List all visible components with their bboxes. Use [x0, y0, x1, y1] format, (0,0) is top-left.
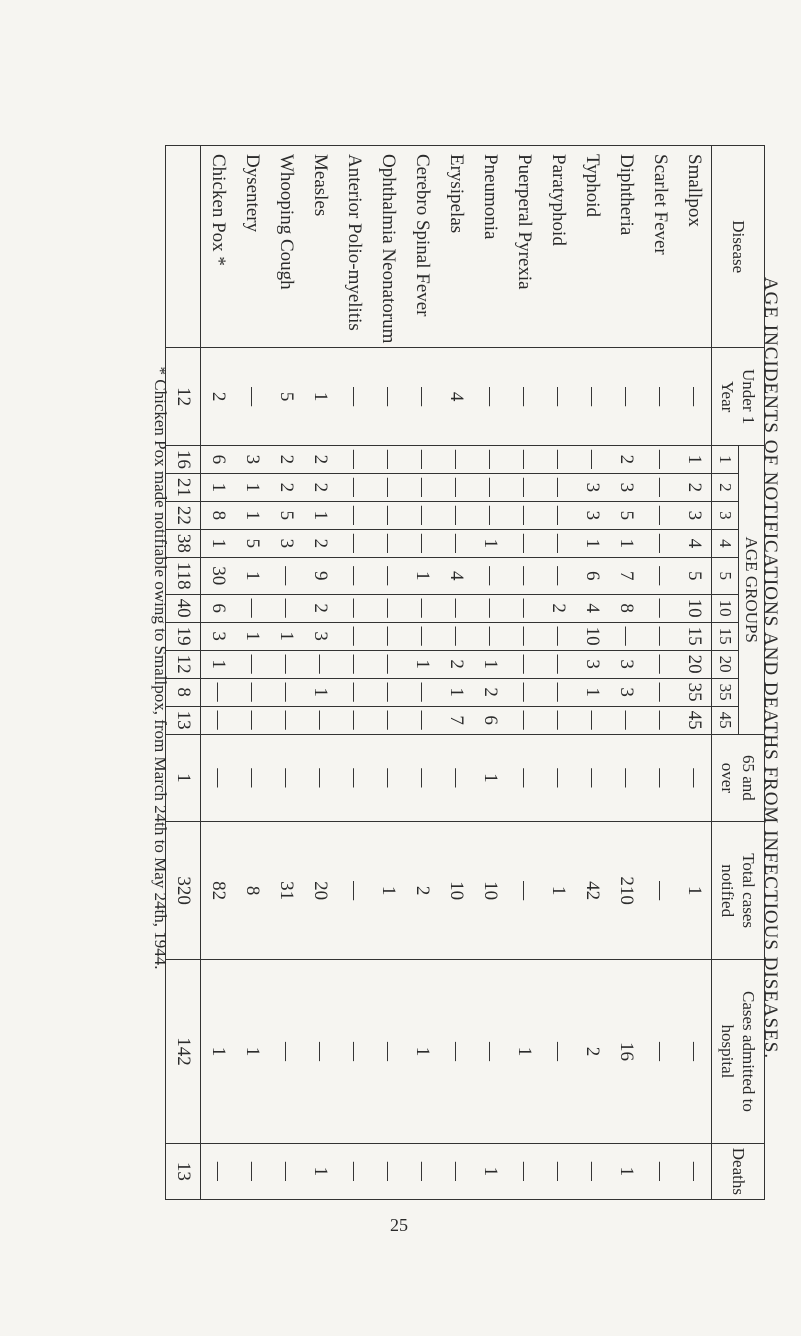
table-cell: 1: [473, 650, 507, 678]
table-cell: —: [405, 348, 439, 445]
table-cell: —: [337, 348, 371, 445]
table-cell: —: [507, 445, 541, 473]
table-cell: 1: [371, 822, 405, 960]
table-cell: 1: [269, 622, 303, 650]
table-cell: 1: [201, 473, 236, 501]
table-cell: —: [473, 622, 507, 650]
table-cell: —: [439, 622, 473, 650]
table-cell: —: [575, 445, 609, 473]
table-cell: —: [371, 622, 405, 650]
table-cell: —: [337, 473, 371, 501]
disease-name: Paratyphoid: [541, 146, 575, 348]
table-cell: —: [439, 529, 473, 557]
table-cell: —: [541, 1143, 575, 1199]
table-cell: 3: [575, 650, 609, 678]
table-cell: —: [337, 622, 371, 650]
table-cell: 9: [303, 557, 337, 594]
table-cell: —: [235, 348, 269, 445]
table-cell: —: [337, 1143, 371, 1199]
table-row: [507, 146, 541, 1200]
table-cell: —: [269, 960, 303, 1144]
table-cell: —: [201, 734, 236, 821]
table-cell: —: [541, 445, 575, 473]
table-row: [677, 146, 712, 1200]
disease-name: Smallpox: [677, 146, 712, 348]
table-cell: 1: [609, 1143, 643, 1199]
table-row: [201, 146, 236, 1200]
header-age-4: 4: [712, 529, 738, 557]
header-disease: Disease: [712, 146, 765, 348]
table-cell: —: [439, 1143, 473, 1199]
table-cell: —: [269, 594, 303, 622]
disease-name: Cerebro Spinal Fever: [405, 146, 439, 348]
disease-name: Typhoid: [575, 146, 609, 348]
table-cell: 20: [303, 822, 337, 960]
table-cell: 15: [677, 622, 712, 650]
table-cell: —: [371, 473, 405, 501]
table-cell: —: [405, 445, 439, 473]
table-cell: —: [473, 348, 507, 445]
table-cell: 20: [677, 650, 712, 678]
table-cell: —: [677, 348, 712, 445]
table-cell: 35: [677, 678, 712, 706]
table-row: [337, 146, 371, 1200]
disease-name: Anterior Polio-myelitis: [337, 146, 371, 348]
table-cell: 1: [609, 529, 643, 557]
table-cell: —: [405, 529, 439, 557]
table-cell: —: [201, 678, 236, 706]
table-cell: —: [235, 650, 269, 678]
table-cell: —: [507, 650, 541, 678]
table-cell: 2: [303, 445, 337, 473]
table-cell: 4: [575, 594, 609, 622]
table-cell: —: [201, 706, 236, 734]
table-cell: —: [643, 473, 677, 501]
table-cell: —: [371, 529, 405, 557]
table-cell: —: [643, 622, 677, 650]
table-row: [269, 146, 303, 1200]
table-cell: 4: [439, 557, 473, 594]
disease-name: Dysentery: [235, 146, 269, 348]
table-cell: —: [405, 1143, 439, 1199]
table-cell: 1: [541, 822, 575, 960]
table-cell: 5: [235, 529, 269, 557]
total-cell: 142: [166, 960, 201, 1144]
incidents-table: [165, 145, 765, 1200]
table-cell: —: [643, 678, 677, 706]
table-cell: —: [337, 678, 371, 706]
table-cell: —: [473, 445, 507, 473]
table-cell: —: [643, 650, 677, 678]
table-cell: 1: [201, 960, 236, 1144]
table-cell: 3: [609, 473, 643, 501]
table-cell: 2: [269, 445, 303, 473]
table-cell: —: [507, 348, 541, 445]
table-cell: —: [643, 822, 677, 960]
table-row: [235, 146, 269, 1200]
total-cell: 320: [166, 822, 201, 960]
disease-name: Measles: [303, 146, 337, 348]
table-row: [405, 146, 439, 1200]
table-cell: —: [541, 622, 575, 650]
disease-name: Puerperal Pyrexia: [507, 146, 541, 348]
table-cell: —: [643, 445, 677, 473]
table-row: [575, 146, 609, 1200]
header-age-groups: AGE GROUPS: [738, 445, 764, 734]
table-cell: —: [609, 706, 643, 734]
table-cell: —: [337, 529, 371, 557]
table-cell: —: [643, 706, 677, 734]
table-row: [609, 146, 643, 1200]
table-cell: 2: [609, 445, 643, 473]
table-cell: —: [235, 734, 269, 821]
table-body: [166, 146, 713, 1200]
total-cell: 118: [166, 557, 201, 594]
table-cell: 8: [201, 501, 236, 529]
table-cell: —: [643, 557, 677, 594]
table-cell: —: [541, 960, 575, 1144]
table-cell: —: [405, 622, 439, 650]
table-cell: —: [541, 678, 575, 706]
disease-name: Erysipelas: [439, 146, 473, 348]
table-cell: —: [371, 557, 405, 594]
table-cell: —: [643, 529, 677, 557]
table-cell: —: [507, 473, 541, 501]
table-cell: 8: [609, 594, 643, 622]
table-cell: 45: [677, 706, 712, 734]
table-row: [473, 146, 507, 1200]
total-cell: 16: [166, 445, 201, 473]
table-cell: 1: [235, 557, 269, 594]
table-cell: —: [303, 706, 337, 734]
table-cell: —: [507, 706, 541, 734]
page-title-text: AGE INCIDENTS OF NOTIFICATIONS AND DEATHS FROM INFECTIOUS DISEASES.: [760, 276, 781, 1060]
disease-name: Chicken Pox *: [201, 146, 236, 348]
header-total: Total cases notified: [712, 822, 765, 960]
table-cell: —: [235, 706, 269, 734]
table-cell: —: [541, 706, 575, 734]
table-cell: —: [541, 473, 575, 501]
disease-name: Pneumonia: [473, 146, 507, 348]
table-cell: —: [575, 348, 609, 445]
table-cell: —: [643, 1143, 677, 1199]
table-cell: 1: [405, 557, 439, 594]
table-cell: —: [371, 734, 405, 821]
table-cell: —: [541, 734, 575, 821]
table-cell: 82: [201, 822, 236, 960]
header-age-10: 10: [712, 594, 738, 622]
table-cell: 2: [439, 650, 473, 678]
table-cell: 2: [303, 473, 337, 501]
table-cell: 3: [201, 622, 236, 650]
table-cell: —: [303, 650, 337, 678]
table-cell: 1: [303, 1143, 337, 1199]
header-over65: 65 and over: [712, 734, 765, 821]
table-cell: —: [677, 734, 712, 821]
table-cell: 6: [201, 445, 236, 473]
table-cell: —: [541, 529, 575, 557]
table-cell: 3: [575, 473, 609, 501]
table-cell: 5: [677, 557, 712, 594]
table-container: [165, 145, 765, 1200]
table-cell: —: [609, 348, 643, 445]
table-cell: 31: [269, 822, 303, 960]
table-cell: —: [507, 529, 541, 557]
table-cell: —: [609, 622, 643, 650]
table-cell: —: [507, 594, 541, 622]
table-cell: —: [473, 473, 507, 501]
table-cell: —: [439, 734, 473, 821]
table-row: [541, 146, 575, 1200]
table-cell: —: [575, 706, 609, 734]
totals-label: [166, 146, 201, 348]
table-cell: 5: [269, 348, 303, 445]
table-cell: —: [643, 960, 677, 1144]
table-cell: —: [507, 734, 541, 821]
table-cell: 42: [575, 822, 609, 960]
table-cell: 1: [575, 529, 609, 557]
table-cell: —: [269, 1143, 303, 1199]
table-cell: —: [303, 960, 337, 1144]
disease-name: Ophthalmia Neonatorum: [371, 146, 405, 348]
table-cell: 3: [609, 678, 643, 706]
table-cell: 4: [439, 348, 473, 445]
table-cell: 3: [609, 650, 643, 678]
table-cell: 1: [473, 1143, 507, 1199]
table-cell: 2: [303, 594, 337, 622]
table-cell: 2: [677, 473, 712, 501]
table-cell: 1: [405, 650, 439, 678]
table-cell: —: [201, 1143, 236, 1199]
table-cell: —: [303, 734, 337, 821]
table-cell: —: [541, 348, 575, 445]
header-age-15: 15: [712, 622, 738, 650]
table-cell: 3: [269, 529, 303, 557]
table-cell: —: [269, 557, 303, 594]
table-cell: 1: [405, 960, 439, 1144]
table-cell: 2: [269, 473, 303, 501]
table-cell: —: [439, 445, 473, 473]
table-row: [303, 146, 337, 1200]
table-cell: —: [473, 557, 507, 594]
table-cell: —: [405, 734, 439, 821]
disease-name: Diphtheria: [609, 146, 643, 348]
table-cell: 1: [201, 650, 236, 678]
table-cell: 16: [609, 960, 643, 1144]
table-row: [371, 146, 405, 1200]
table-cell: —: [337, 706, 371, 734]
header-age-3: 3: [712, 501, 738, 529]
table-cell: —: [473, 594, 507, 622]
table-cell: —: [337, 445, 371, 473]
total-cell: 13: [166, 706, 201, 734]
table-cell: —: [371, 960, 405, 1144]
total-cell: 13: [166, 1143, 201, 1199]
table-cell: —: [541, 557, 575, 594]
table-cell: —: [507, 501, 541, 529]
table-cell: —: [235, 678, 269, 706]
table-cell: 3: [575, 501, 609, 529]
table-cell: 1: [303, 678, 337, 706]
table-cell: 2: [303, 529, 337, 557]
header-deaths: Deaths: [712, 1143, 765, 1199]
table-cell: —: [269, 706, 303, 734]
table-cell: 1: [235, 960, 269, 1144]
table-cell: 1: [201, 529, 236, 557]
total-cell: 38: [166, 529, 201, 557]
header-under1: Under 1 Year: [712, 348, 765, 445]
table-cell: —: [371, 1143, 405, 1199]
table-cell: 30: [201, 557, 236, 594]
table-cell: 7: [439, 706, 473, 734]
table-cell: —: [337, 594, 371, 622]
table-cell: 1: [575, 678, 609, 706]
table-cell: —: [677, 1143, 712, 1199]
total-cell: 12: [166, 650, 201, 678]
table-cell: —: [473, 960, 507, 1144]
header-age-1: 1: [712, 445, 738, 473]
header-age-45: 45: [712, 706, 738, 734]
table-cell: —: [371, 501, 405, 529]
disease-name: Whooping Cough: [269, 146, 303, 348]
table-cell: —: [643, 501, 677, 529]
table-cell: —: [235, 594, 269, 622]
table-cell: 2: [405, 822, 439, 960]
table-cell: —: [541, 501, 575, 529]
table-cell: 2: [473, 678, 507, 706]
table-cell: 1: [677, 822, 712, 960]
table-cell: —: [405, 594, 439, 622]
table-cell: 10: [473, 822, 507, 960]
table-cell: 3: [677, 501, 712, 529]
table-cell: 1: [507, 960, 541, 1144]
table-cell: 1: [235, 501, 269, 529]
table-cell: 1: [439, 678, 473, 706]
table-cell: 1: [473, 734, 507, 821]
header-age-20: 20: [712, 650, 738, 678]
table-cell: —: [575, 734, 609, 821]
table-cell: 10: [439, 822, 473, 960]
table-cell: —: [235, 1143, 269, 1199]
table-cell: —: [371, 650, 405, 678]
header-admitted: Cases admitted to hospital: [712, 960, 765, 1144]
header-age-2: 2: [712, 473, 738, 501]
table-cell: —: [337, 960, 371, 1144]
header-age-35: 35: [712, 678, 738, 706]
table-cell: —: [439, 960, 473, 1144]
table-cell: —: [405, 706, 439, 734]
table-cell: 1: [473, 529, 507, 557]
table-cell: —: [337, 822, 371, 960]
table-cell: —: [371, 348, 405, 445]
table-row: [643, 146, 677, 1200]
table-cell: —: [643, 594, 677, 622]
table-cell: —: [507, 678, 541, 706]
total-cell: 40: [166, 594, 201, 622]
table-cell: —: [405, 473, 439, 501]
table-cell: 1: [303, 501, 337, 529]
table-cell: —: [371, 445, 405, 473]
table-cell: —: [507, 822, 541, 960]
table-cell: 2: [541, 594, 575, 622]
total-cell: 12: [166, 348, 201, 445]
table-cell: —: [541, 650, 575, 678]
table-cell: 210: [609, 822, 643, 960]
table-cell: 2: [201, 348, 236, 445]
total-cell: 1: [166, 734, 201, 821]
table-cell: —: [439, 473, 473, 501]
table-cell: —: [337, 501, 371, 529]
table-cell: —: [405, 678, 439, 706]
table-cell: 5: [269, 501, 303, 529]
table-cell: —: [643, 734, 677, 821]
table-cell: 8: [235, 822, 269, 960]
table-cell: —: [371, 678, 405, 706]
table-cell: 4: [677, 529, 712, 557]
page-number: 25: [390, 1215, 408, 1235]
total-cell: 19: [166, 622, 201, 650]
table-cell: 2: [575, 960, 609, 1144]
table-cell: —: [507, 557, 541, 594]
total-cell: 8: [166, 678, 201, 706]
table-cell: —: [439, 501, 473, 529]
table-cell: 6: [201, 594, 236, 622]
table-cell: —: [269, 734, 303, 821]
table-cell: 1: [303, 348, 337, 445]
header-age-5: 5: [712, 557, 738, 594]
table-cell: —: [371, 706, 405, 734]
table-cell: —: [677, 960, 712, 1144]
disease-name: Scarlet Fever: [643, 146, 677, 348]
table-cell: 10: [575, 622, 609, 650]
total-cell: 22: [166, 501, 201, 529]
table-cell: 6: [473, 706, 507, 734]
table-cell: —: [337, 650, 371, 678]
table-cell: —: [609, 734, 643, 821]
table-cell: —: [269, 650, 303, 678]
table-cell: —: [643, 348, 677, 445]
table-cell: —: [507, 1143, 541, 1199]
total-cell: 21: [166, 473, 201, 501]
table-cell: —: [575, 1143, 609, 1199]
table-cell: 5: [609, 501, 643, 529]
table-cell: —: [405, 501, 439, 529]
table-cell: —: [473, 501, 507, 529]
header-row-1: [738, 146, 764, 1200]
table-cell: —: [337, 734, 371, 821]
table-cell: 1: [677, 445, 712, 473]
table-cell: 7: [609, 557, 643, 594]
table-cell: 3: [235, 445, 269, 473]
table-cell: 1: [235, 473, 269, 501]
table-row: [439, 146, 473, 1200]
table-cell: 10: [677, 594, 712, 622]
footnote-text: * Chicken Pox made notifiable owing to Smallpox, from March 24th to May 24th, 1944.: [151, 366, 170, 970]
table-cell: —: [371, 594, 405, 622]
totals-row: [166, 146, 201, 1200]
table-cell: —: [269, 678, 303, 706]
table-cell: —: [337, 557, 371, 594]
table-cell: —: [439, 594, 473, 622]
table-cell: 6: [575, 557, 609, 594]
table-cell: 3: [303, 622, 337, 650]
table-cell: 1: [235, 622, 269, 650]
table-cell: —: [507, 622, 541, 650]
